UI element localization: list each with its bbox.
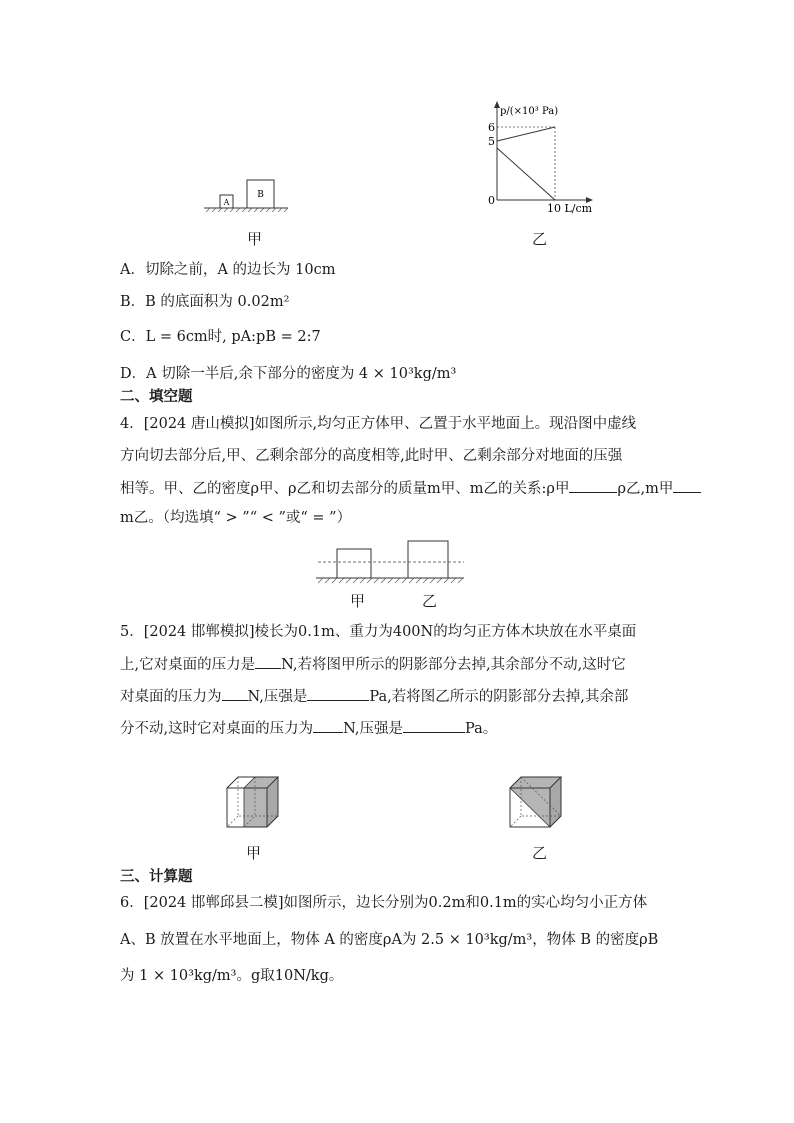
section-2-title: 二、填空题 (120, 389, 193, 405)
figure-q5-cube-jia (222, 770, 292, 835)
q4-fig-left-caption: 甲 (350, 592, 366, 610)
block-a-label: A (223, 198, 230, 207)
q5-line-3-part-b: N,压强是 (247, 689, 308, 705)
tick-6: 6 (488, 121, 495, 134)
figure-top-left-caption: 甲 (247, 230, 263, 248)
q6-line-1: 6．[2024 邯郸邱县二模]如图所示，边长分别为0.2m和0.1m的实心均匀小正方体 (120, 895, 648, 911)
cube-jia (337, 549, 371, 578)
q4-line-3-part-b: ρ乙,m甲 (617, 481, 674, 497)
q5-fig-right-caption: 乙 (532, 844, 548, 862)
pressure-graph (470, 98, 600, 218)
x-axis-label: 10 L/cm (547, 202, 593, 215)
q5-blank-2[interactable] (222, 686, 248, 701)
q5-line-2 (120, 654, 626, 675)
q5-blank-4[interactable] (313, 718, 343, 733)
option-a: A．切除之前，A 的边长为 10cm (120, 262, 336, 278)
q5-line-1: 5．[2024 邯郸模拟]棱长为0.1m、重力为400N的均匀正方体木块放在水平桌面 (120, 624, 637, 640)
option-d: D．A 切除一半后,余下部分的密度为 4 × 10³kg/m³ (120, 366, 457, 382)
q4-line-1: 4．[2024 唐山模拟]如图所示,均匀正方体甲、乙置于水平地面上。现沿图中虚线 (120, 416, 637, 432)
q4-line-3-part-a: 相等。甲、乙的密度ρ甲、ρ乙和切去部分的质量m甲、m乙的关系:ρ甲 (120, 481, 570, 497)
figure-q4-cubes (312, 538, 472, 588)
q5-line-3-part-c: Pa,若将图乙所示的阴影部分去掉,其余部 (369, 689, 629, 705)
q4-line-2: 方向切去部分后,甲、乙剩余部分的高度相等,此时甲、乙剩余部分对地面的压强 (120, 448, 623, 464)
graph-line-a (497, 148, 555, 200)
block-b-label: B (257, 190, 264, 200)
q5-blank-5[interactable] (403, 718, 465, 733)
q5-line-4-part-c: Pa。 (464, 721, 498, 737)
q5-line-2-part-a: 上,它对桌面的压力是 (120, 657, 256, 673)
y-axis-label: p/(×10³ Pa) (500, 106, 559, 117)
q5-fig-left-caption: 甲 (246, 844, 262, 862)
cube-yi (408, 541, 448, 578)
q4-line-3 (120, 478, 701, 499)
option-b: B．B 的底面积为 0.02m² (120, 294, 290, 310)
figure-q5-cube-yi (505, 770, 575, 835)
q5-line-4-part-a: 分不动,这时它对桌面的压力为 (120, 721, 314, 737)
q4-line-4: m乙。（均选填“ > ”“ < ”或“ = ”） (120, 510, 352, 526)
q5-line-4 (120, 718, 497, 739)
q5-line-3 (120, 686, 628, 707)
option-c: C．L = 6cm时, pA:pB = 2:7 (120, 329, 321, 345)
q4-blank-mass[interactable] (673, 478, 701, 493)
q5-blank-3[interactable] (307, 686, 369, 701)
tick-0: 0 (488, 194, 495, 207)
q6-line-2: A、B 放置在水平地面上，物体 A 的密度ρA为 2.5 × 10³kg/m³，物体 B 的密度ρB (120, 932, 659, 948)
q4-fig-right-caption: 乙 (422, 592, 438, 610)
q6-line-3: 为 1 × 10³kg/m³。g取10N/kg。 (120, 968, 344, 984)
q4-blank-density[interactable] (569, 478, 617, 493)
q5-blank-1[interactable] (255, 654, 281, 669)
q5-line-3-part-a: 对桌面的压力为 (120, 689, 222, 705)
q5-line-4-part-b: N,压强是 (343, 721, 403, 737)
graph-line-b (497, 127, 555, 141)
q5-line-2-part-b: N,若将图甲所示的阴影部分去掉,其余部分不动,这时它 (281, 657, 626, 673)
tick-5: 5 (488, 135, 495, 148)
section-3-title: 三、计算题 (120, 869, 193, 885)
figure-blocks-ab (200, 170, 295, 215)
figure-top-right-caption: 乙 (532, 230, 548, 248)
